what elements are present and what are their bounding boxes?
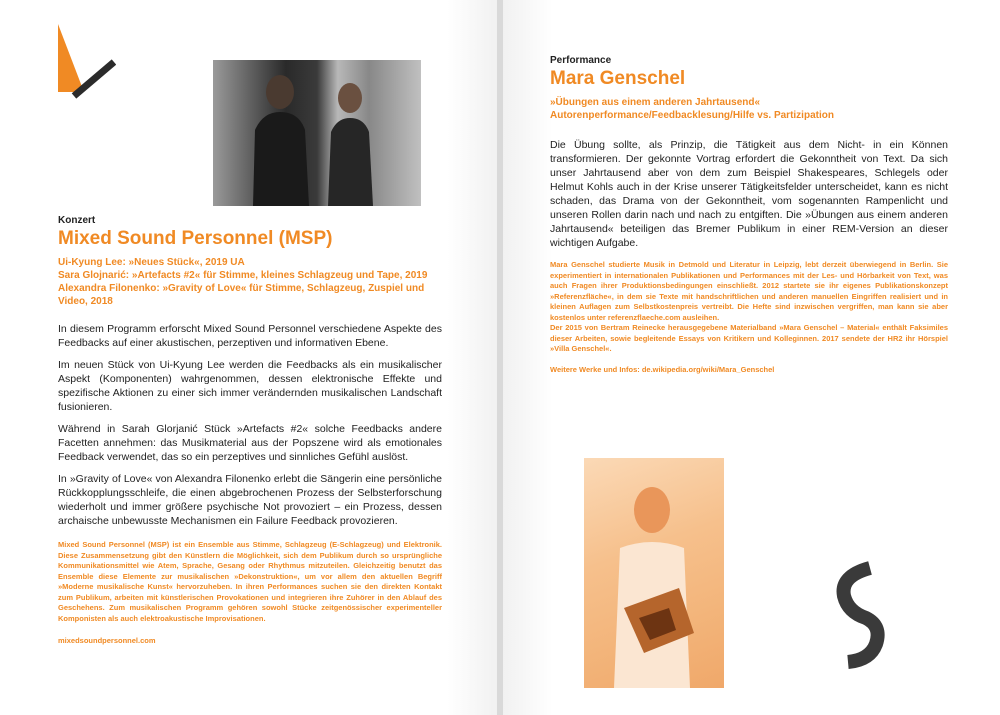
body-paragraph: Während in Sarah Glorjanić Stück »Artefacts #2« solche Feedbacks andere Facetten annehmen: das Musikmaterial aus der Popszene wird als emotionales Feedback verwendet, das so ein perzeptives und sinnliches Gefühl auslöst.: [58, 423, 442, 463]
page-title: Mara Genschel: [550, 68, 686, 89]
article-body: [58, 322, 442, 528]
subtitle: [550, 96, 948, 122]
ensemble-photo: [213, 60, 421, 206]
more-info-link[interactable]: Weitere Werke und Infos: de.wikipedia.org/wiki/Mara_Genschel: [550, 364, 775, 374]
section-kicker: Performance: [550, 55, 612, 66]
ensemble-bio: Mixed Sound Personnel (MSP) ist ein Ensemble aus Stimme, Schlagzeug (E-Schlagzeug) und Elektronik. Diese Zusammensetzung gibt den Künstlern die Möglichkeit, sich dem Publikum durch so ursprüngliche Kommunikationsmittel wie Atem, Sprache, Gesang oder Rhythmus mitzuteilen. Gleichzeitig benutzt das Ensemble diese Elemente zur musikalischen »Dekonstruktion«, um vor allem den aktuellen Begriff »Moderne musikalische Kunst« hervorzuheben. In ihren Performances suchen sie den direkten Kontakt zum Publikum, arbeiten mit künstlerischen Provokationen und integrieren ihre Zuhörer in den Ablauf des Geschehens. Zum musikalischen Programm gehören sowohl Stücke zeitgenössischer experimenteller Komponisten als auch elektroakustische Improvisationen.: [58, 540, 442, 623]
right-page: [503, 0, 1000, 715]
ensemble-photo-figures-icon: [213, 60, 421, 206]
artist-photo-figure-icon: [584, 458, 724, 688]
left-page: [0, 0, 497, 715]
subtitle-line: Autorenperformance/Feedbacklesung/Hilfe vs. Partizipation: [550, 110, 834, 121]
body-paragraph: In diesem Programm erforscht Mixed Sound Personnel verschiedene Aspekte des Feedbacks auf einer akustischen, perzeptiven und informativen Ebene.: [58, 323, 442, 349]
website-link[interactable]: mixedsoundpersonnel.com: [58, 636, 156, 645]
article-body: [550, 138, 948, 250]
program-list: [58, 256, 442, 308]
body-paragraph: In »Gravity of Love« von Alexandra Filonenko erlebt die Sängerin eine persönliche Rückkopplungsschleife, die einen abgebrochenen Prozess der Selbsterforschung wiederholt und immer größere psychische Not provoziert – ein Prozess, dessen archaische unbewusste Mechanismen ein Failure Feedback provozieren.: [58, 473, 442, 527]
page-title: Mixed Sound Personnel (MSP): [58, 228, 333, 249]
artist-photo: [584, 458, 724, 688]
program-item: Sara Glojnarić: »Artefacts #2« für Stimme, kleines Schlagzeug und Tape, 2019: [58, 270, 428, 281]
logo-triangle-icon: [56, 22, 116, 100]
program-item: Ui-Kyung Lee: »Neues Stück«, 2019 UA: [58, 257, 245, 268]
body-paragraph: Im neuen Stück von Ui-Kyung Lee werden die Feedbacks als ein musikalischer Aspekt (Komponenten) wahrgenommen, dessen elektronische Effekte und spezifische Aktionen zu einer sich immer verändernden musikalischen Landschaft fusionieren.: [58, 359, 442, 413]
program-item: Alexandra Filonenko: »Gravity of Love« für Stimme, Schlagzeug, Zuspiel und Video, 2018: [58, 283, 425, 307]
section-kicker: Konzert: [58, 215, 96, 226]
artist-bio: Mara Genschel studierte Musik in Detmold und Literatur in Leipzig, lebt derzeit überwiegend in Berlin. Sie experimentiert in internationalen Publikationen und Performances mit der Les- und Hörbarkeit von Text, was auch Fragen ihrer Produktionsbedingungen einschließt. 2012 startete sie ihr eigenes Publikationskonzept »Referenzfläche«, in dem sie Texte mit handschriftlichen und anderen manuellen Eingriffen realisiert und in kleinen Auflagen zum Selbstkostenpreis vertreibt. Die Hefte sind inzwischen vergriffen, man kann sie aber kostenlos unter referenzflaeche.com ausleihen.: [550, 260, 948, 322]
subtitle-line: »Übungen aus einem anderen Jahrtausend«: [550, 97, 761, 108]
artist-bio-2: Der 2015 von Bertram Reinecke herausgegebene Materialband »Mara Genschel – Material« enthält Faksimiles dieser Arbeiten, sowie begleitende Essays von Kritikern und Kolleginnen. 2017 sendete der HR2 ihr Hörspiel »Villa Genschel«.: [550, 323, 948, 353]
logo-s-icon: [830, 560, 890, 670]
body-paragraph: Die Übung sollte, als Prinzip, die Tätigkeit aus dem Nicht- in ein Können transformieren. Der gekonnte Vortrag erfordert die Gekonntheit von Text. Da sich unser Jahrtausend aber von dem zum Beispiel Shakespeares, Schlegels oder Helmut Kohls auch in der Krise unserer Tätigkeitsfelder unterscheidet, kann es nicht schaden, das Drama von der Gekonntheit, vom sogenannten Rampenlicht und unseren Rollen darin nach und nach zu entgiften. Die »Übungen aus einem anderen Jahrtausend« beteiligen das Bremer Publikum in einer REM-Version an dieser wichtigen Aufgabe.: [550, 139, 948, 249]
